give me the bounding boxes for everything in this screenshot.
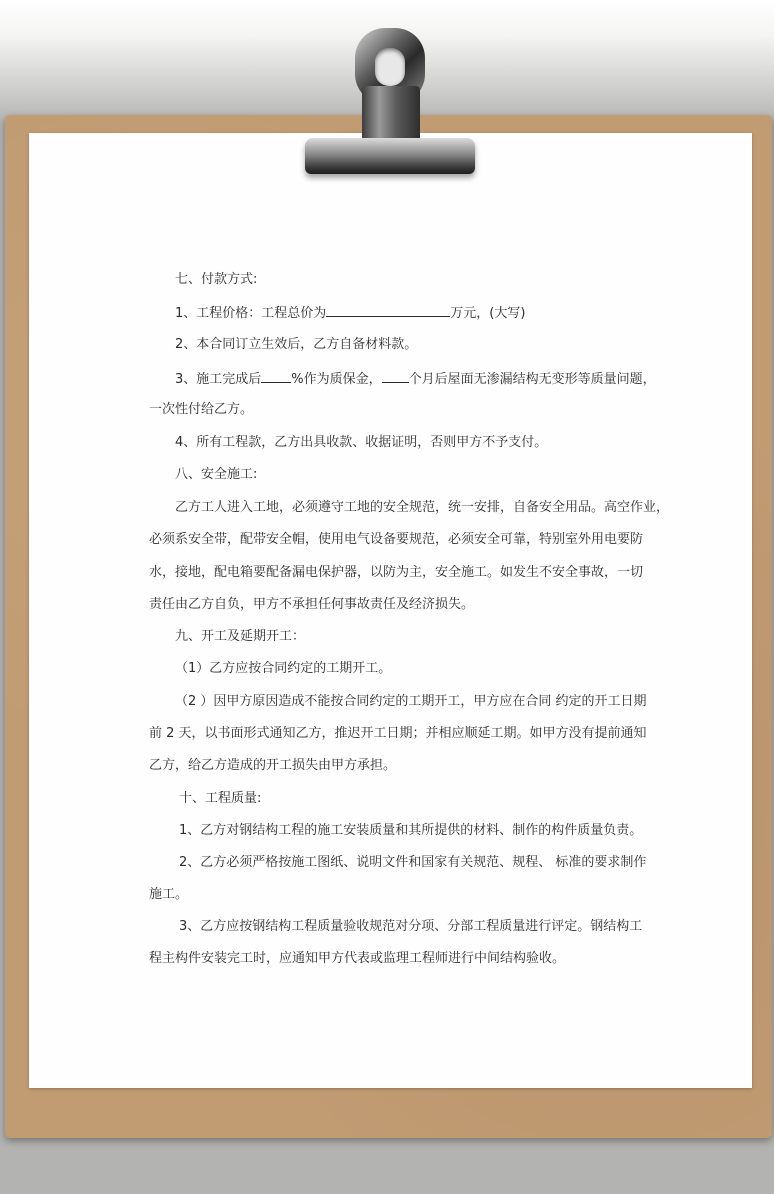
binder-clip-base bbox=[305, 138, 475, 174]
section-7-heading: 七、付款方式: bbox=[175, 272, 258, 287]
binder-clip-hole bbox=[375, 48, 405, 86]
payment-item-4: 4、所有工程款，乙方出具收款、收据证明，否则甲方不予支付。 bbox=[175, 435, 548, 450]
start-item-2-cont: 前 2 天，以书面形式通知乙方，推迟开工日期；并相应顺延工期。如甲方没有提前通知 bbox=[149, 726, 647, 741]
start-item-2-cont: 乙方，给乙方造成的开工损失由甲方承担。 bbox=[149, 758, 397, 773]
safety-paragraph-line: 必须系安全带，配带安全帽，使用电气设备要规范，必须安全可靠，特别室外用电要防 bbox=[149, 532, 644, 547]
quality-item-3-cont: 程主构件安装完工时，应通知甲方代表或监理工程师进行中间结构验收。 bbox=[149, 951, 566, 966]
quality-item-1: 1、乙方对钢结构工程的施工安装质量和其所提供的材料、制作的构件质量负责。 bbox=[179, 823, 643, 838]
start-item-1: （1）乙方应按合同约定的工期开工。 bbox=[175, 661, 392, 676]
safety-paragraph-line: 水，接地，配电箱要配备漏电保护器，以防为主，安全施工。如发生不安全事故，一切 bbox=[149, 565, 644, 580]
section-9-heading: 九、开工及延期开工： bbox=[175, 629, 306, 644]
retention-percent-blank bbox=[261, 368, 291, 383]
price-unit-label: 万元，(大写) bbox=[450, 306, 526, 321]
section-10-heading: 十、工程质量: bbox=[179, 791, 262, 806]
safety-paragraph-line: 责任由乙方自负，甲方不承担任何事故责任及经济损失。 bbox=[149, 597, 475, 612]
safety-paragraph-line: 乙方工人进入工地，必须遵守工地的安全规范，统一安排，自备安全用品。高空作业， bbox=[175, 500, 670, 515]
payment-item-3-cont: 一次性付给乙方。 bbox=[149, 402, 254, 417]
quality-item-2-cont: 施工。 bbox=[149, 887, 189, 902]
price-label: 1、工程价格：工程总价为 bbox=[175, 306, 327, 321]
section-8-heading: 八、安全施工: bbox=[175, 467, 258, 482]
payment-item-1 bbox=[175, 302, 525, 322]
payment-item-3: 3、施工完成后 %作为质保金， 个月后屋面无渗漏结构无变形等质量问题， bbox=[175, 368, 656, 388]
payment-item-2: 2、本合同订立生效后，乙方自备材料款。 bbox=[175, 337, 418, 352]
binder-clip-body bbox=[362, 86, 420, 146]
start-item-2: （2 ）因甲方原因造成不能按合同约定的工期开工，甲方应在合同 约定的开工日期 bbox=[175, 694, 647, 709]
months-blank bbox=[382, 368, 409, 383]
quality-item-2: 2、乙方必须严格按施工图纸、说明文件和国家有关规范、规程、 标准的要求制作 bbox=[179, 855, 647, 870]
price-blank bbox=[326, 302, 450, 317]
quality-item-3: 3、乙方应按钢结构工程质量验收规范对分项、分部工程质量进行评定。钢结构工 bbox=[179, 919, 643, 934]
